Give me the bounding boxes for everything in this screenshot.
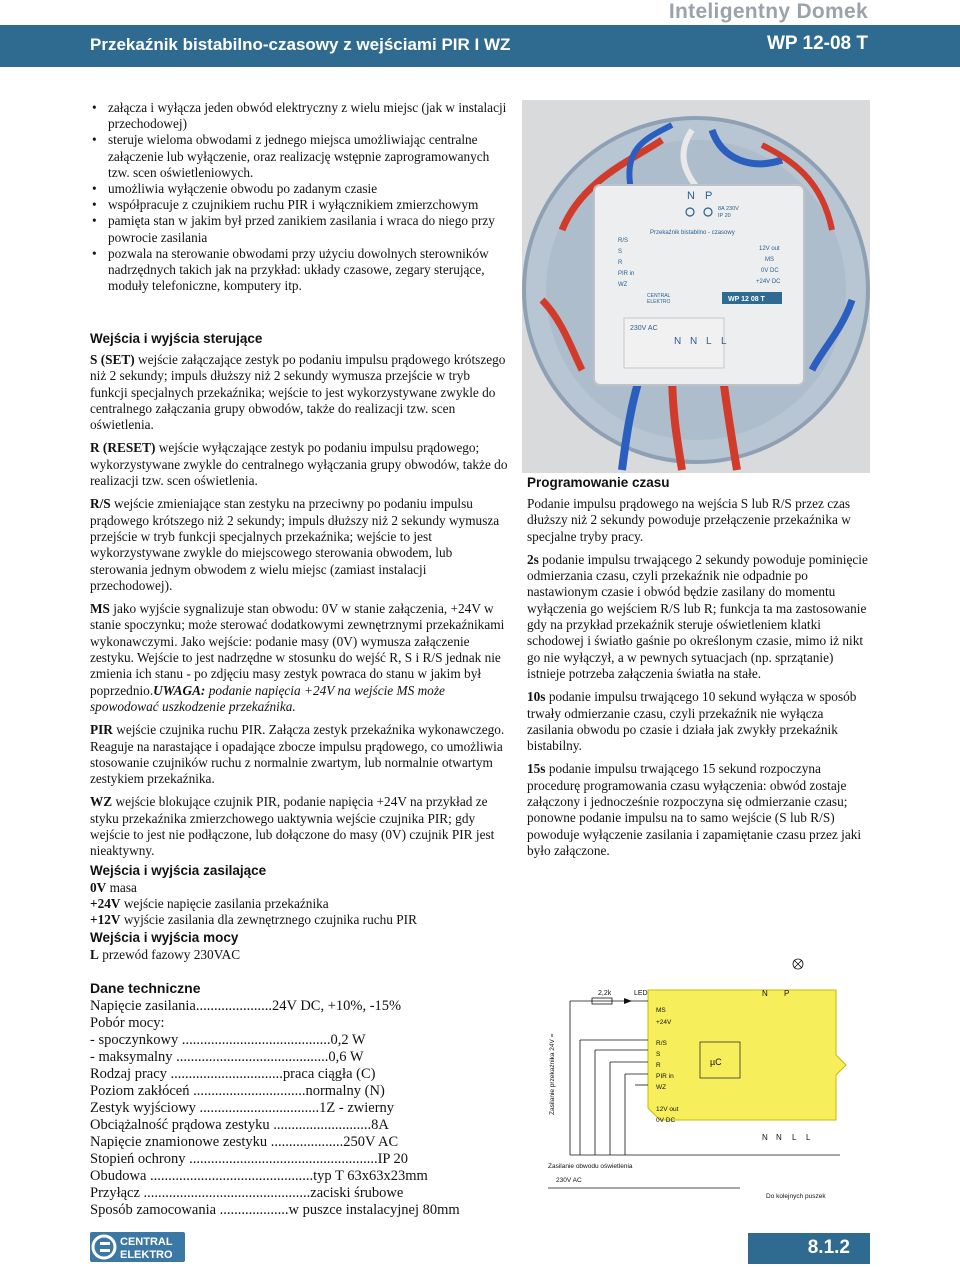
mains-item: L przewód fazowy 230VAC: [90, 946, 241, 962]
photo-terminal-left: S: [618, 249, 623, 255]
footer-page-bar: [748, 1233, 870, 1264]
programming-section: [527, 474, 870, 866]
diagram-supply-voltage: 230V AC: [556, 1177, 582, 1184]
diagram-terminal: PIR in: [656, 1073, 674, 1080]
wz-description: WZ wejście blokujące czujnik PIR, podanie napięcia +24V na przykład ze styku przekaźnika zmierzchowego uaktywnia wejście czujnika PIR; gdy wejście to jest nie podłączone, lub dołączone do masy (0V) czujnik PIR jest nieaktywny.: [90, 794, 495, 859]
tech-row: Rodzaj pracy ...............................praca ciągła (C): [90, 1066, 376, 1082]
tech-row: - spoczynkowy .........................................0,2 W: [90, 1032, 366, 1048]
tech-data: [90, 980, 510, 1219]
page-number: 8.1.2: [807, 1237, 850, 1258]
rs-description: R/S wejście zmieniające stan zestyku na przeciwny po podaniu impulsu prądowego krótszego niż 2 sekundy; impuls dłuższy niż 2 sekundy wymusza przejście w tryb funkcji specjalnych przekaźnika; wejście to jest wykorzystywane zwykle do miejscowego sterowania obwodem, lub sterowania jednym obwodem z wielu miejsc (zamiast instalacji przechodowej).: [90, 496, 500, 593]
photo-ip: IP 20: [718, 213, 731, 219]
photo-logo-line2: ELEKTRO: [647, 299, 671, 305]
photo-terminal-left: R/S: [618, 238, 629, 244]
photo-terminal-left: R: [618, 260, 623, 266]
diagram-bottom-label: L: [792, 1133, 797, 1142]
feature-list: [90, 100, 510, 294]
photo-top-p: P: [705, 190, 713, 202]
power-item: +24V wejście napięcie zasilania przekaźnika: [90, 895, 329, 911]
tech-row: Obudowa .............................................typ T 63x63x23mm: [90, 1168, 428, 1184]
list-item: • steruje wieloma obwodami z jednego miejsca umożliwiając centralne załączenie lub wyłączenie, oraz realizację wstępnie zaprogramowanych tzw. scen oświetleniowych.: [90, 132, 510, 181]
photo-device-title: Przekaźnik bistabilno - czasowy: [650, 230, 735, 236]
diagram-terminal: 12V out: [656, 1106, 679, 1113]
power-heading: Wejścia i wyjścia zasilające: [90, 862, 267, 878]
list-item: • umożliwia wyłączenie obwodu po zadanym czasie: [90, 181, 510, 197]
diagram-top-p: P: [784, 989, 790, 998]
pir-description: PIR wejście czujnika ruchu PIR. Załącza zestyk przekaźnika wykonawczego. Reaguje na narastające i opadające zbocze impulsu prądowego, co umożliwia stosowanie czujników ruchu z normalnie zwartym, lub normalnie otwartym zestykiem przekaźnika.: [90, 722, 505, 787]
programming-heading: Programowanie czasu: [527, 475, 670, 490]
list-item: • współpracuje z czujnikiem ruchu PIR i wyłącznikiem zmierzchowym: [90, 197, 510, 213]
diagram-uc: µC: [710, 1057, 722, 1067]
programming-2s: 2s podanie impulsu trwającego 2 sekundy powoduje pominięcie odmierzania czasu, czyli przekaźnik nie odpadnie po nastawionym czasie i obwód będzie zasilany do momentu wyłączenia go wejściem R/S lub R; funkcja ta ma zastosowanie gdy na przykład przekaźnik steruje oświetleniem klatki schodowej i światło gaśnie po określonym czasie, mimo iż nikt go nie wyłączył, a w pewnych sytuacjach (np. sprzątanie) istnieje potrzeba załączenia światła na stałe.: [527, 551, 868, 681]
photo-bottom-label: L: [706, 336, 712, 347]
tech-heading: Dane techniczne: [90, 980, 201, 996]
photo-top-n: N: [687, 190, 695, 202]
tech-row: Zestyk wyjściowy .................................1Z - zwierny: [90, 1100, 395, 1116]
photo-terminal-right: MS: [765, 257, 774, 263]
programming-10s: 10s podanie impulsu trwającego 10 sekund wyłącza w sposób trwały odmierzanie czasu, czyli przekaźnik nie wyłącza zasilania obwodu po czasie i działa jak zwykły przekaźnik bistabilny.: [527, 689, 857, 754]
diagram-resistor: 2,2k: [598, 990, 612, 997]
header-bar: [0, 25, 960, 67]
wiring-diagram: [540, 950, 870, 1215]
tech-row: - maksymalny ..........................................0,6 W: [90, 1049, 364, 1065]
photo-voltage: 230V AC: [630, 325, 658, 332]
photo-terminal-left: PIR in: [618, 271, 635, 277]
ms-warning-label: UWAGA:: [153, 682, 206, 698]
page-title: Przekaźnik bistabilno-czasowy z wejściami PIR I WZ: [90, 35, 511, 54]
power-item: 0V masa: [90, 879, 137, 895]
r-description: R (RESET) wejście wyłączające zestyk po podaniu impulsu prądowego; wykorzystywane zwykle do centralnego wyłączania grupy obwodów, także do realizacji tzw. scen oświetlenia.: [90, 440, 508, 489]
photo-terminal-right: 12V out: [759, 246, 780, 252]
diagram-top-n: N: [762, 989, 768, 998]
tech-row: Obciążalność prądowa zestyku ...........................8A: [90, 1117, 389, 1133]
diagram-terminal: WZ: [656, 1084, 667, 1091]
list-item: • pamięta stan w jakim był przed zanikiem zasilania i wraca do niego przy powrocie zasilania: [90, 213, 510, 245]
tech-row: Napięcie znamionowe zestyku ....................250V AC: [90, 1134, 399, 1150]
diagram-next-label: Do kolejnych puszek: [766, 1193, 826, 1200]
tech-row: Pobór mocy:: [90, 1015, 165, 1031]
list-item: • pozwala na sterowanie obwodami przy użyciu dowolnych sterowników nadrzędnych takich jak na przykład: układy czasowe, zegary sterujące, moduły telefoniczne, komputery itp.: [90, 246, 510, 295]
device-photo: [522, 100, 870, 473]
diagram-terminal: +24V: [656, 1019, 672, 1026]
mains-heading: Wejścia i wyjścia mocy: [90, 929, 239, 945]
photo-terminal-right: +24V DC: [756, 279, 781, 285]
programming-intro: Podanie impulsu prądowego na wejścia S lub R/S przez czas dłuższy niż 2 sekundy powoduje przełączenie przekaźnika w specjalne tryby pracy.: [527, 496, 851, 544]
diagram-supply-label: Zasilanie obwodu oświetlenia: [548, 1163, 633, 1170]
diagram-terminal: R: [656, 1062, 661, 1069]
io-heading: Wejścia i wyjścia sterujące: [90, 331, 263, 346]
tech-row: Stopień ochrony ....................................................IP 20: [90, 1151, 409, 1167]
diagram-terminal: MS: [656, 1007, 666, 1014]
brand-title: Inteligentny Domek: [668, 0, 868, 23]
diagram-terminal: 0V DC: [656, 1117, 676, 1124]
product-code: WP 12-08 T: [766, 33, 868, 54]
s-description: S (SET) wejście załączające zestyk po podaniu impulsu prądowego krótszego niż 2 sekundy; impuls dłuższy niż 2 sekundy wymusza przejście w tryb funkcji specjalnych przekaźnika; wejście to jest wykorzystywane zwykle do centralnego załączania grupy obwodów, także do realizacji tzw. scen oświetlenia.: [90, 352, 506, 433]
photo-terminal-right: 0V DC: [761, 268, 779, 274]
photo-terminal-left: WZ: [618, 282, 628, 288]
diagram-left-vertical: Zasilanie przekaźnika 24V =: [549, 1033, 556, 1115]
diagram-terminal: S: [656, 1051, 661, 1058]
tech-row: Przyłącz ..............................................zaciski śrubowe: [90, 1185, 404, 1201]
diagram-bottom-label: N: [776, 1133, 782, 1142]
diagram-bottom-label: L: [806, 1133, 811, 1142]
logo-line2: ELEKTRO: [120, 1249, 173, 1261]
photo-bottom-label: N: [690, 336, 698, 347]
tech-row: Sposób zamocowania ...................w puszce instalacyjnej 80mm: [90, 1202, 460, 1218]
ms-warning-text: podanie napięcia +24V na wejście MS może spowodować uszkodzenie przekaźnika.: [90, 682, 445, 714]
tech-row: Poziom zakłóceń ...............................normalny (N): [90, 1083, 385, 1099]
photo-model: WP 12 08 T: [728, 296, 765, 303]
diagram-terminal: R/S: [656, 1040, 667, 1047]
logo-line1: CENTRAL: [120, 1236, 173, 1248]
ms-description: MS jako wyjście sygnalizuje stan obwodu: 0V w stanie załączenia, +24V w stanie spoczynku; może sterować dodatkowymi zewnętrznymi przekaźnikami wykonawczymi. Jako wejście: podanie masy (0V) wymusza załączenie zestyku. Wejście to jest nadrzędne w stosunku do wejść R, S i R/S jednak nie zmienia ich stanu - po zdjęciu masy zestyk powraca do stanu w jakim był poprzednio.UWAGA: podanie napięcia +24V na wejście MS może spowodować uszkodzenie przekaźnika.: [90, 601, 505, 714]
photo-rating: 8A 230V: [718, 206, 739, 212]
power-item: +12V wyjście zasilania dla zewnętrznego czujnika ruchu PIR: [90, 912, 417, 928]
photo-bottom-label: L: [721, 336, 727, 347]
tech-row: Napięcie zasilania.....................24V DC, +10%, -15%: [90, 998, 402, 1014]
central-elektro-logo: [90, 1232, 185, 1262]
photo-bottom-label: N: [674, 336, 682, 347]
diagram-bottom-label: N: [762, 1133, 768, 1142]
list-item: • załącza i wyłącza jeden obwód elektryczny z wielu miejsc (jak w instalacji przechodowej): [90, 100, 510, 132]
programming-15s: 15s podanie impulsu trwającego 15 sekund rozpoczyna procedurę programowania czasu wyłączenia: obwód zostaje załączony i jednocześnie rozpoczyna się odmierzanie czasu; ponowne podanie impulsu na to samo wejście (S lub R/S) powoduje wyłączenie zasilania i zapamiętanie czasu przez jaki było załączone.: [527, 761, 862, 858]
diagram-led: LED: [634, 990, 648, 997]
io-section: [90, 330, 510, 963]
photo-logo-line1: CENTRAL: [647, 293, 671, 299]
